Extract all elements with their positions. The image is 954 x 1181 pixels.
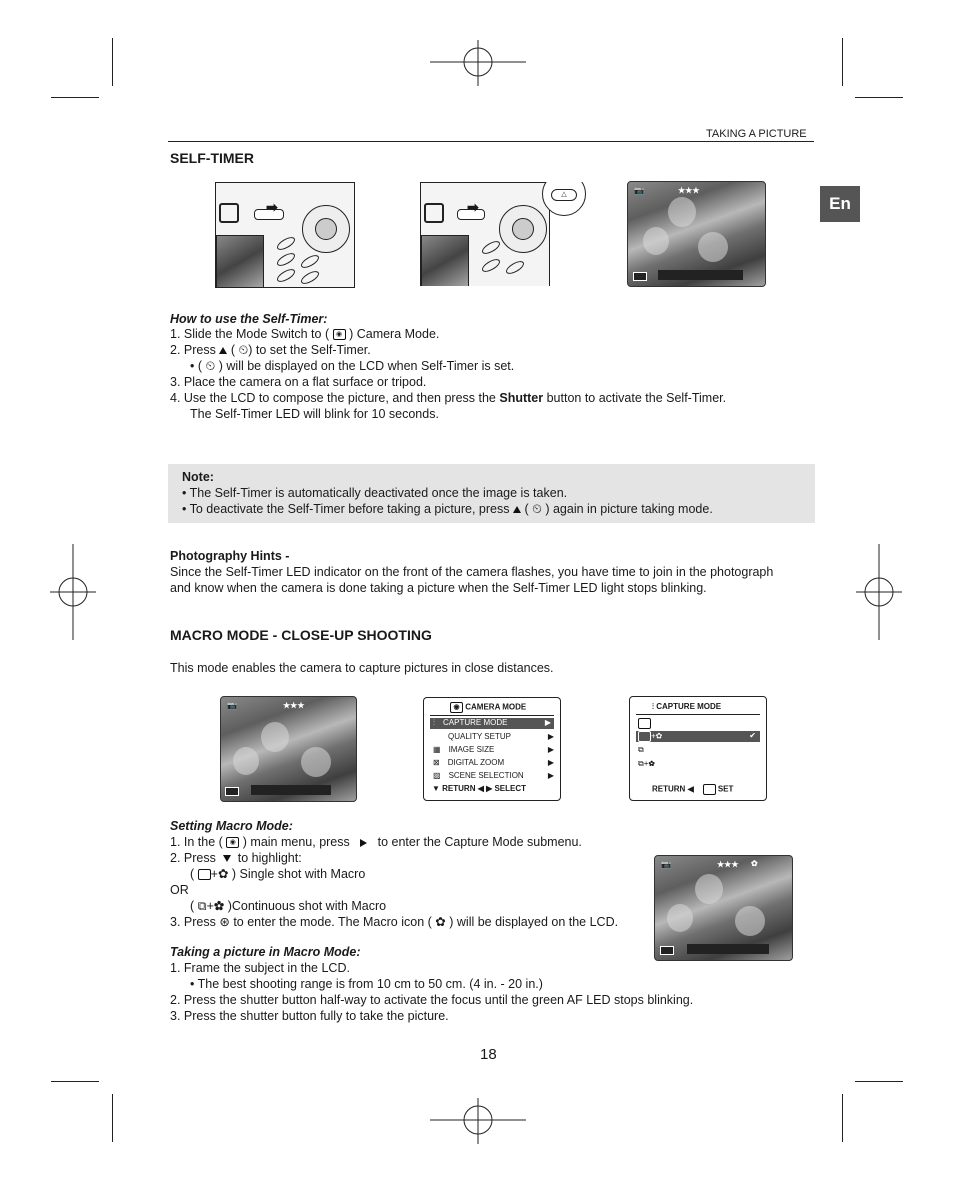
registration-mark-bottom <box>430 1098 526 1144</box>
setting-macro-title: Setting Macro Mode: <box>170 819 293 833</box>
camera-top-illustration: ➡ △ <box>420 182 588 286</box>
camera-icon: ◉ <box>450 702 463 713</box>
continuous-shot-icon: ⧉+✿ <box>197 899 225 913</box>
crop-mark <box>112 1094 113 1142</box>
crop-mark <box>112 38 113 86</box>
registration-mark-top <box>430 40 526 86</box>
camera-menu-title: ◉ CAMERA MODE <box>450 702 526 713</box>
lcd-preview-macro-enabled: 📷 ★★★ ✿ <box>654 855 793 961</box>
howto-step2-sub: • ( ⏲ ) will be displayed on the LCD when Self-Timer is set. <box>190 359 515 373</box>
crop-mark <box>855 97 903 98</box>
camera-mode-icon: ◉ <box>226 837 239 848</box>
setting-step2: 2. Press to highlight: <box>170 851 302 865</box>
capture-menu-footer: RETURN ◀ SET <box>652 784 734 794</box>
note-title: Note: <box>182 470 214 484</box>
capture-option-single-macro[interactable]: +✿ ✔ <box>636 731 760 742</box>
menu-return-label: ▼ RETURN ◀ ▶ SELECT <box>432 784 527 793</box>
setting-option-single: ( +✿ ) Single shot with Macro <box>190 867 366 881</box>
menu-item-capture-mode[interactable]: ⫶ CAPTURE MODE ▶ <box>430 718 554 729</box>
up-arrow-icon <box>513 506 521 513</box>
right-arrow-icon <box>360 839 367 847</box>
crop-mark <box>842 38 843 86</box>
self-timer-icon: ⏲ <box>205 359 216 373</box>
howto-step4-line2: The Self-Timer LED will blink for 10 seconds. <box>190 407 439 421</box>
taking-step1-sub: • The best shooting range is from 10 cm to 50 cm. (4 in. - 20 in.) <box>190 977 543 991</box>
camera-mode-menu <box>423 697 561 801</box>
camera-back-illustration: ➡ <box>215 182 355 288</box>
lcd-preview-self-timer: 📷 ★★★ <box>627 181 766 287</box>
note-bullet-2: • To deactivate the Self-Timer before taking a picture, press ( ⏲ ) again in picture taking mode. <box>182 502 713 516</box>
setting-option-continuous: ( ⧉+✿ )Continuous shot with Macro <box>190 899 387 913</box>
menu-item-scene-selection[interactable]: ▨ SCENE SELECTION ▶ <box>433 771 554 780</box>
down-arrow-icon <box>223 855 231 862</box>
taking-step2: 2. Press the shutter button half-way to activate the focus until the green AF LED stops blinking. <box>170 993 694 1007</box>
crop-mark <box>842 1094 843 1142</box>
taking-step1: 1. Frame the subject in the LCD. <box>170 961 350 975</box>
macro-icon: ✿ <box>435 915 446 929</box>
taking-step3: 3. Press the shutter button fully to take the picture. <box>170 1009 449 1023</box>
capture-menu-title: ⫶ CAPTURE MODE <box>652 702 722 711</box>
menu-item-digital-zoom[interactable]: ⊠ DIGITAL ZOOM ▶ <box>433 758 554 767</box>
setting-step3: 3. Press ⊛ to enter the mode. The Macro icon ( ✿ ) will be displayed on the LCD. <box>170 915 619 929</box>
camera-mode-icon: ◉ <box>333 329 346 340</box>
capture-option-single[interactable] <box>638 718 651 729</box>
registration-mark-right <box>856 544 902 640</box>
hints-line-2: and know when the camera is done taking a picture when the Self-Timer LED light stops blinking. <box>170 581 707 595</box>
up-button-icon: △ <box>551 189 577 201</box>
macro-intro: This mode enables the camera to capture pictures in close distances. <box>170 661 554 675</box>
menu-item-image-size[interactable]: ▦ IMAGE SIZE ▶ <box>433 745 554 754</box>
registration-mark-left <box>50 544 96 640</box>
howto-title: How to use the Self-Timer: <box>170 312 328 326</box>
section-title-self-timer: SELF-TIMER <box>170 150 254 166</box>
note-bullet-1: • The Self-Timer is automatically deactivated once the image is taken. <box>182 486 568 500</box>
self-timer-icon: ⏲ <box>238 343 249 357</box>
capture-option-continuous-macro[interactable]: ⧉+✿ <box>638 759 655 768</box>
setting-step1: 1. In the ( ◉ ) main menu, press to enter the Capture Mode submenu. <box>170 835 582 849</box>
language-tab: En <box>820 186 860 222</box>
howto-step3: 3. Place the camera on a flat surface or tripod. <box>170 375 427 389</box>
menu-item-quality-setup[interactable]: QUALITY SETUP ▶ <box>448 732 554 741</box>
crop-mark <box>51 97 99 98</box>
crop-mark <box>855 1081 903 1082</box>
self-timer-icon: ⏲ <box>532 502 542 516</box>
lcd-preview-macro: 📷 ★★★ <box>220 696 357 802</box>
capture-option-continuous[interactable]: ⧉ <box>638 745 644 754</box>
up-arrow-icon <box>219 347 227 354</box>
ok-button-icon: ⊛ <box>219 915 230 929</box>
hints-line-1: Since the Self-Timer LED indicator on the front of the camera flashes, you have time to join in the photograph <box>170 565 774 579</box>
running-header: TAKING A PICTURE <box>706 128 807 140</box>
page-number: 18 <box>480 1046 497 1063</box>
howto-step1: 1. Slide the Mode Switch to ( ◉ ) Camera Mode. <box>170 327 440 341</box>
header-rule <box>168 141 814 142</box>
section-title-macro: MACRO MODE - CLOSE-UP SHOOTING <box>170 627 432 643</box>
taking-macro-title: Taking a picture in Macro Mode: <box>170 945 361 959</box>
howto-step2: 2. Press ( ⏲) to set the Self-Timer. <box>170 343 371 357</box>
single-shot-icon <box>198 869 211 880</box>
hints-title: Photography Hints - <box>170 549 290 563</box>
crop-mark <box>51 1081 99 1082</box>
capture-mode-menu <box>629 696 767 801</box>
setting-or: OR <box>170 883 189 897</box>
howto-step4: 4. Use the LCD to compose the picture, and then press the Shutter button to activate the Self-Timer. <box>170 391 727 405</box>
